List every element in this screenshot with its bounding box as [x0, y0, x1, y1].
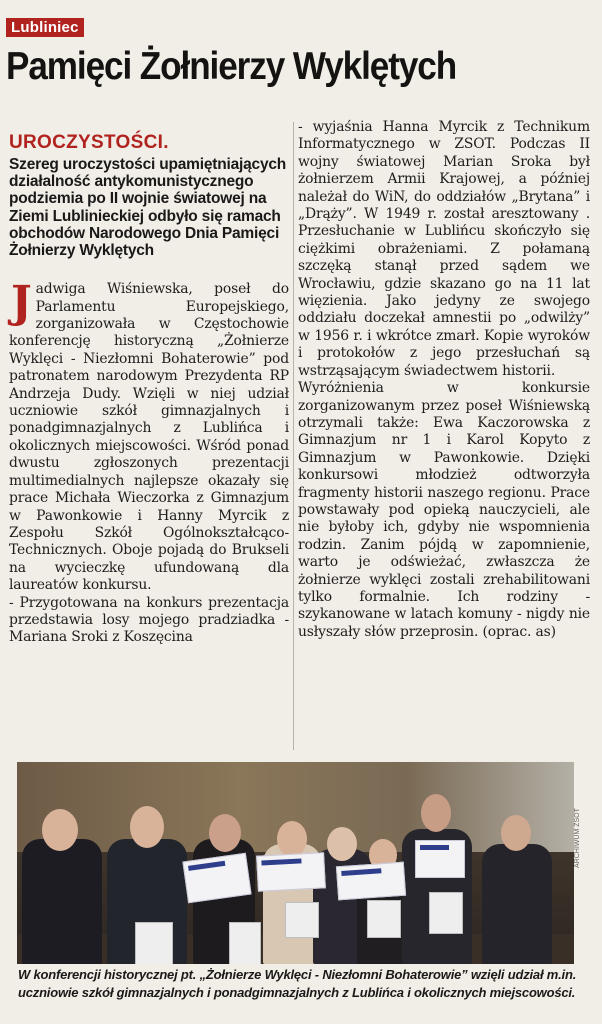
- right-body-text: [298, 119, 590, 641]
- left-column: [9, 132, 289, 647]
- paragraph-1-text: adwiga Wiśniewska, poseł do Parlamentu Europejskiego, zorganizowała w Częstochowie konferencję historyczną „Żołnierze Wyklęci - Niezłomni Bohaterowie” pod patronatem narodowym Prezydenta RP Andrzeja Dudy. Wzięli w niej udział uczniowie szkół gimnazjalnych i ponadgimnazjalnych z Lublińca i okolicznych miejscowości. Wśród ponad dwustu zgłoszonych prezentacji multimedialnych najlepsze okazały się prace Michała Wieczorka z Gimnazjum w Pawonkowie i Hanny Myrcik z Zespołu Szkół Ogólnokształcąco-Technicznych. Oboje pojadą do Brukseli na wycieczkę ufundowaną dla laureatów konkursu.: [9, 281, 289, 594]
- article-lead: Szereg uroczystości upamiętniających działalność antykomunistycznego podziemia po II wojnie światowej na Ziemi Lublinieckiej odbyło się ramach obchodów Narodowego Dnia Pamięci Żołnierzy Wyklętych: [9, 156, 287, 260]
- section-tag: Lubliniec: [6, 18, 84, 37]
- paragraph-4: Wyróżnienia w konkursie zorganizowanym przez poseł Wiśniewską otrzymali także: Ewa Kaczorowska z Gimnazjum nr 1 i Karol Kopyto z Gimnazjum w Pawonkowie. Dzięki konkursowi młodzież odtworzyła fragmenty historii naszego regionu. Prace powstawały pod opieką nauczycieli, ale nie byłoby ich, gdyby nie wspomnienia rodzin. Zanim pójdą w zapomnienie, warto je odświeżać, zwłaszcza że żołnierze wyklęci zostali zrehabilitowani tylko formalnie. Ich rodziny - szykanowane w latach komuny - nigdy nie usłyszały słów przeprosin. (oprac. as): [298, 380, 590, 640]
- article-headline: Pamięci Żołnierzy Wyklętych: [6, 45, 457, 88]
- gift-bag: [285, 902, 319, 938]
- left-body-text: [9, 277, 289, 647]
- certificate: [415, 840, 465, 878]
- paragraph-3: - wyjaśnia Hanna Myrcik z Technikum Informatycznego w ZSOT. Podczas II wojny światowej Marian Sroka był żołnierzem Armii Krajowej, a później należał do WiN, do oddziałów „Brytana” i „Drąży”. W 1949 r. został aresztowany . Przesłuchanie w Lublińcu skończyło się ciężkimi obrażeniami. Z połamaną szczęką stanął przed sądem we Wrocławiu, gdzie skazano go na 11 lat więzienia. Jako jedyny ze swojego oddziału doczekał amnestii po „odwilży” w 1956 r. i wkrótce zmarł. Kopie wyroków i protokołów z jego przesłuchań są wstrząsającym świadectwem historii.: [298, 119, 590, 379]
- gift-bag: [229, 922, 261, 964]
- gift-bag: [367, 900, 401, 938]
- person-1: [17, 784, 107, 964]
- person-8: [477, 789, 557, 964]
- photo-caption: W konferencji historycznej pt. „Żołnierze Wyklęci - Niezłomni Bohaterowie” wzięli udział m.in. uczniowie szkół gimnazjalnych i ponadgimnazjalnych z Lublińca i okolicznych miejscowości.: [18, 967, 577, 1000]
- article-photo: [17, 762, 574, 964]
- certificate: [182, 853, 251, 903]
- drop-cap: J: [11, 277, 32, 329]
- certificate: [256, 852, 326, 892]
- paragraph-1: [9, 277, 289, 594]
- certificate: [336, 862, 406, 901]
- right-column: [298, 119, 590, 641]
- gift-bag: [429, 892, 463, 934]
- paragraph-2: - Przygotowana na konkurs prezentacja przedstawia losy mojego pradziadka - Mariana Sroki z Koszęcina: [9, 594, 289, 646]
- gift-bag: [135, 922, 173, 964]
- column-divider: [293, 122, 294, 750]
- photo-credit: ARCHIWUM ZSOT: [574, 808, 581, 868]
- article-kicker: UROCZYSTOŚCI.: [9, 132, 169, 153]
